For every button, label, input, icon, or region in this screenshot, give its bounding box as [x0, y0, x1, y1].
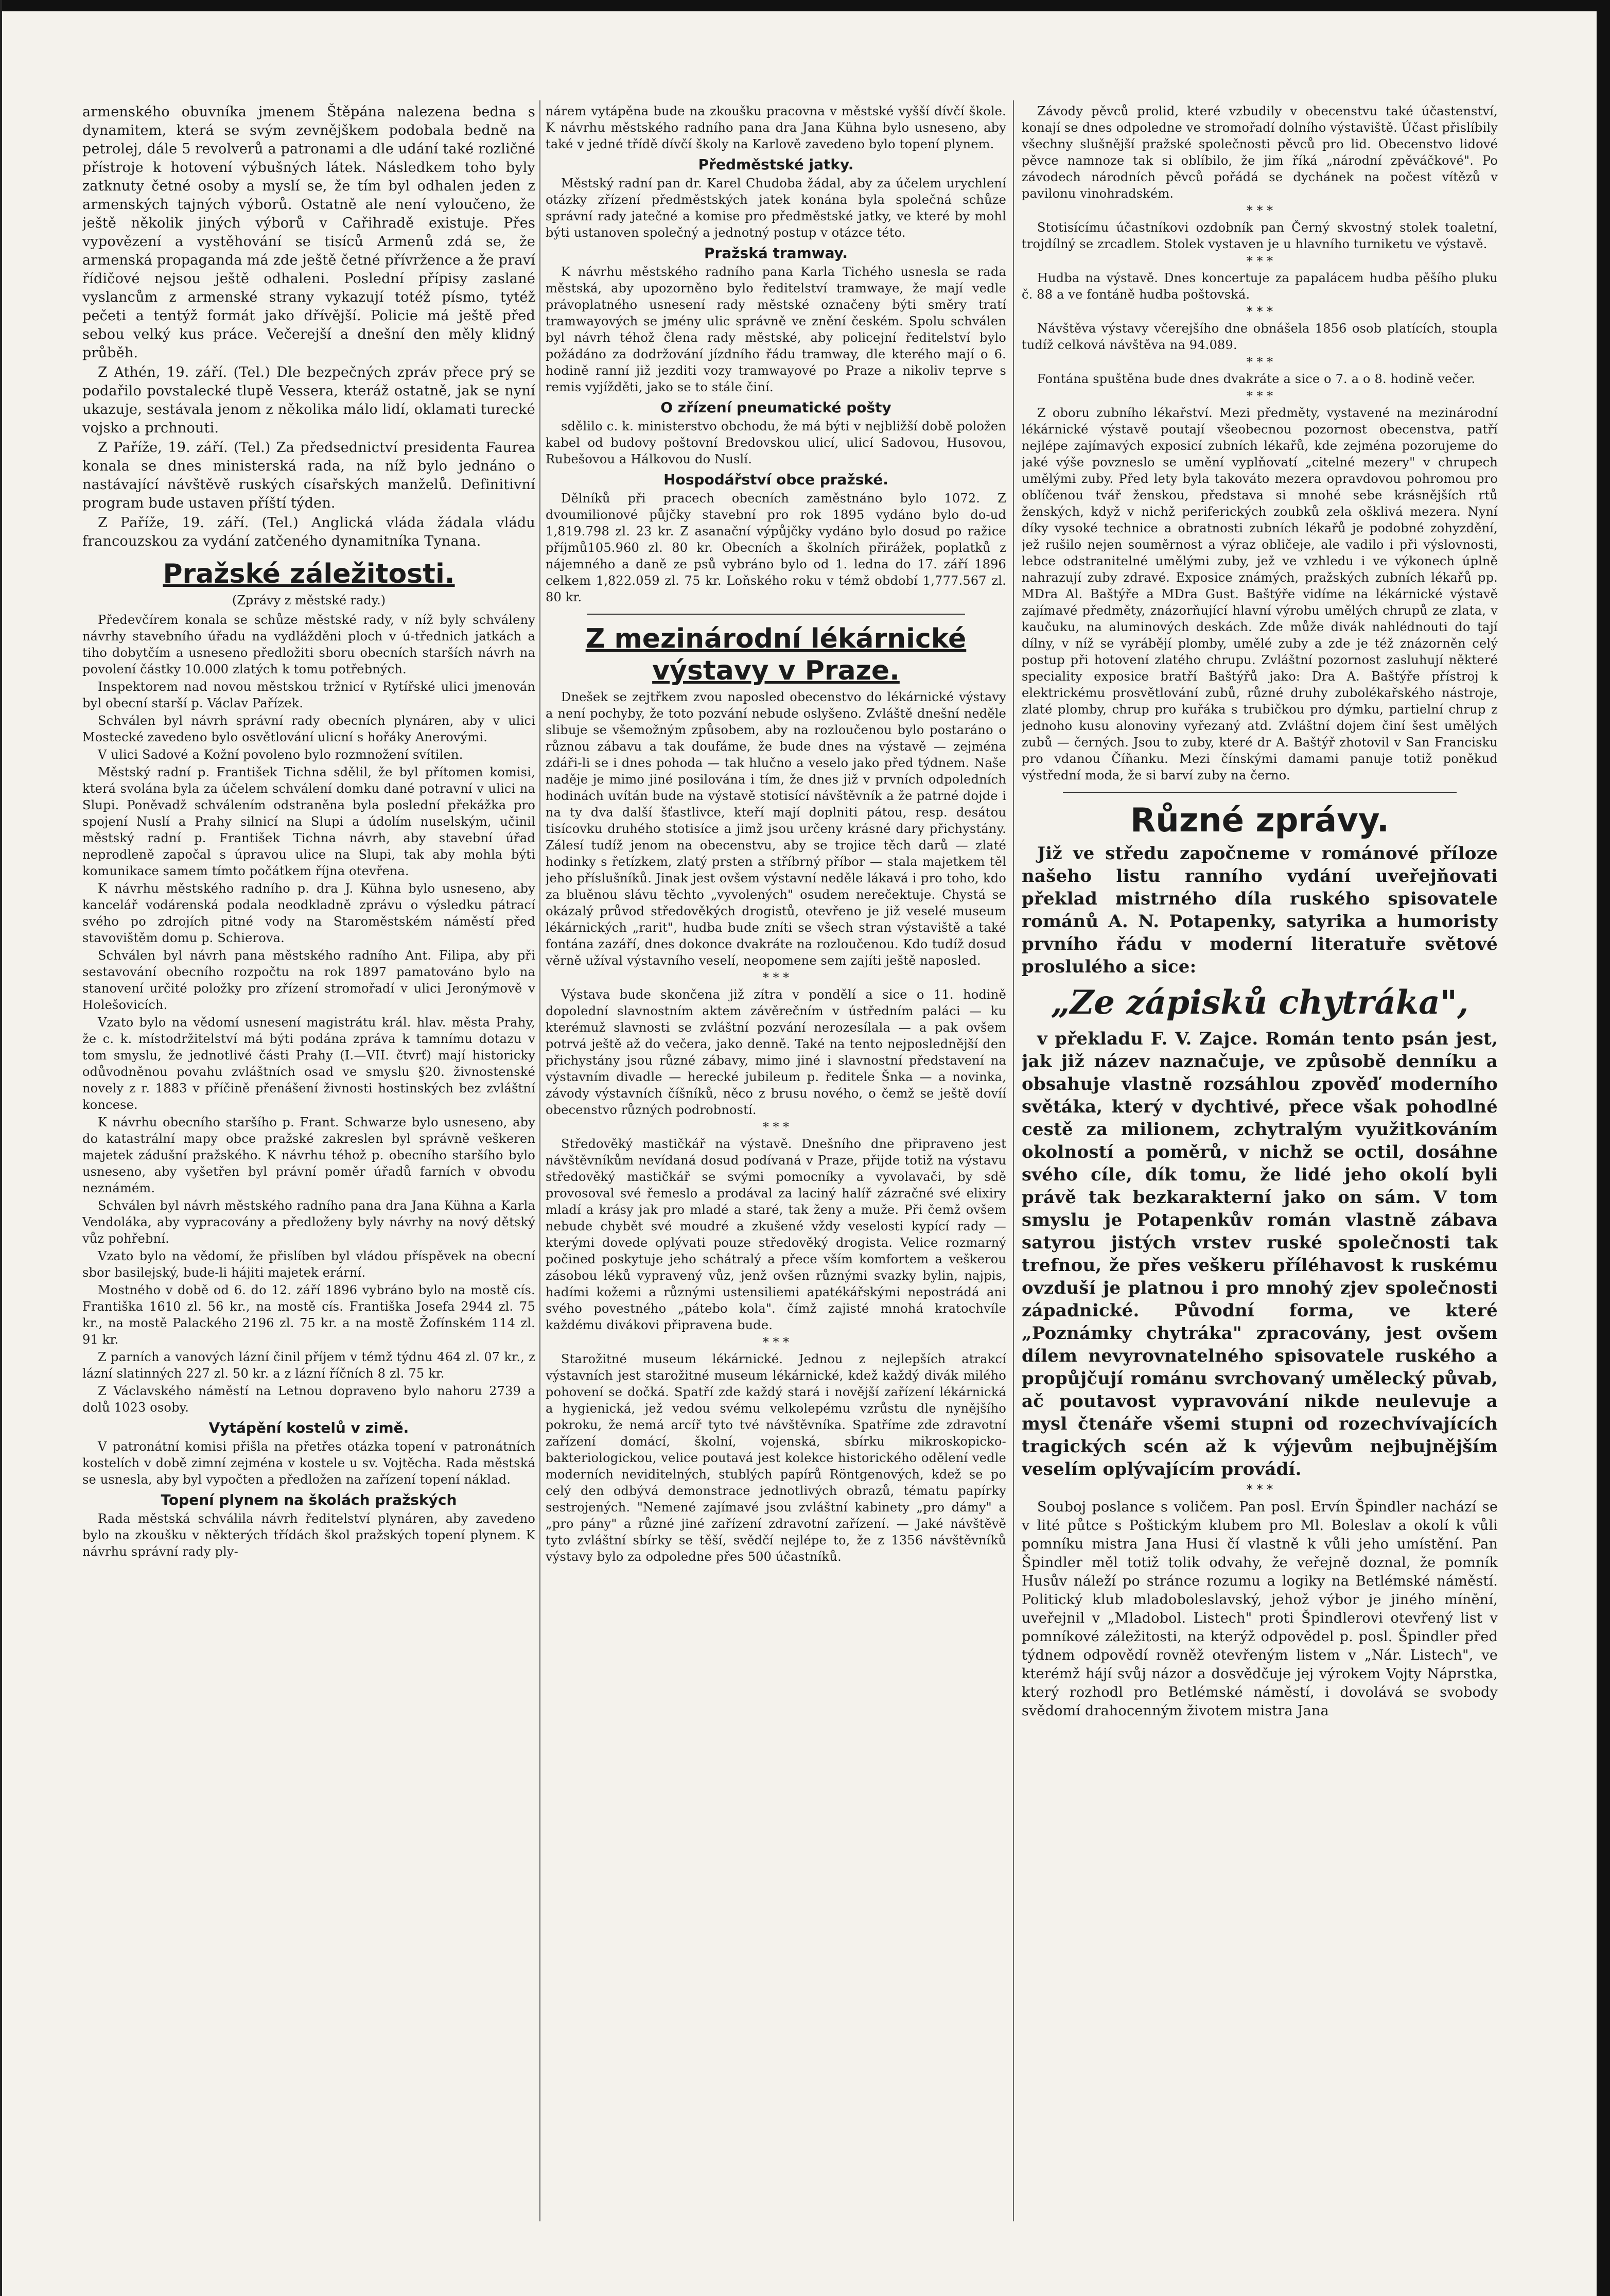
paragraph: armenského obuvníka jmenem Štěpána nalezena bedna s dynamitem, která se svým zevnějškem podobala bedně na petrolej, dále 5 revolverů a patronami a dle udání také rozličné přístroje k hotovení výbušných látek. Následkem toho byly zatknuty četné osoby a myslí se, že tím byl odhalen jeden z armenských tajných výborů. Ostatně ale není vyloučeno, že ještě několik jiných výborů v Cařihradě existuje. Přes vypovězení a vystěhování se tisíců Armenů zdá se, že armenská propaganda má zde ještě četné přívržence a že praví řídičové nejsou ještě odhaleni. Poslední přípisy zaslané vyslancům z armenské strany vykazují totéž písmo, tytéž pečeti a tentýž formát jako dřívější. Policie má ještě před sebou velký kus práce. Večerejší a dnešní den měly klidný průběh.: [82, 104, 535, 361]
column-2: [546, 103, 1006, 2239]
paragraph: K návrhu obecního staršího p. Frant. Schwarze bylo usneseno, aby do katastrální mapy obce pražské zakreslen byl správně veškeren majetek zádušní pražského. K návrhu téhož p. obecního staršího bylo usneseno, aby vyšetřen byl právní poměr úřadů farních v obvodu neznámém.: [82, 1115, 535, 1195]
separator-asterisks: * * *: [762, 1335, 790, 1349]
subsection-heading: Topení plynem na školách pražských: [161, 1491, 457, 1508]
separator-asterisks: * * *: [1246, 254, 1273, 268]
section-heading-prague: Pražské záležitosti.: [163, 559, 455, 589]
paragraph: V patronátní komisi přišla na přetřes otázka topení v patronátních kostelích v době zimní zejména v kostele u sv. Vojtěcha. Rada městská se usnesla, aby byl vypočten a předložen na zařízení topení náklad.: [82, 1439, 535, 1487]
paragraph: Městský radní p. František Tichna sdělil, že byl přítomen komisi, která svolána byla za účelem schválení domku dané potravní v ulici na Slupi. Poněvadž schválením odstraněna byla poslední překážka pro spojení Nuslí a Prahy silnicí na Slupi a údolím nuselským, učinil městský radní p. František Tichna návrh, aby stavební úřad neprodleně započal s úpravou ulice na Slupi, tak aby mohla býti komunikace samem tímto počátkem října otevřena.: [82, 765, 535, 878]
paragraph: nárem vytápěna bude na zkoušku pracovna v městské vyšší dívčí škole. K návrhu městského radního pana dra Jana Kühna bylo usneseno, aby také v jedné třídě dívčí školy na Karlově zavedeno bylo topení plynem.: [546, 104, 1006, 151]
separator-asterisks: * * *: [1246, 304, 1273, 319]
paragraph: Vzato bylo na vědomí, že přislíben byl vládou příspěvek na obecní sbor basilejský, bude-li hájiti majetek erární.: [82, 1249, 535, 1280]
separator-asterisks: * * *: [1246, 203, 1273, 218]
paragraph: Výstava bude skončena již zítra v pondělí a sice o 11. hodině dopolední slavnostním aktem závěrečním v ústředním paláci — ku kterémuž slavnosti se zvláštní pozvání nerozesílala — a pak ovšem potrvá ještě až do večera, jako denně. Také na tento nejposlednější den přichystány jsou různé zábavy, mimo jiné i slavnostní představení na výstavním divadle — herecké jubileum p. ředitele Šnka — a novinka, závody výstavních číšníků, něco z brusu nového, o čemž se ještě dovíí obecenstvo různých podrobností.: [546, 987, 1006, 1117]
separator-asterisks: * * *: [762, 970, 790, 985]
column-rule-2: [1013, 100, 1014, 2221]
novel-title: „Ze zápisků chytráka",: [1051, 983, 1469, 1022]
section-heading-pharmacy-exhibition: Z mezinárodní lékárnické výstavy v Praze.: [585, 623, 967, 686]
column-3: [1022, 103, 1498, 2239]
scan-border-top: [0, 0, 1610, 11]
subsection-heading: Pražská tramway.: [704, 245, 848, 262]
paragraph: Z Paříže, 19. září. (Tel.) Za předsednictví presidenta Faurea konala se dnes ministerská rada, na níž bylo jednáno o nastávající návštěvě ruských císařských manželů. Definitivní program bude ustaven příští týden.: [82, 440, 535, 511]
scan-border-right: [1597, 0, 1610, 2296]
paragraph: Starožitné museum lékárnické. Jednou z nejlepších atrakcí výstavních jest starožitné museum lékárnické, kdež každý divák milého pohovení se dočká. Spatří zde každý stará i novější zařízení lékárnická a hygienická, jež vedou svému velkolepému vzrůstu dle nynějšího pokroku, že nemá arcíř tyto tvé návštěvníka. Spatříme zde zdravotní zařízení domácí, školní, vojenská, sbírku mikroskopicko-bakteriologickou, velice poutavá jest kolekce historického odělení vedle moderních neviditelných, stublých papírů Röntgenových, kdež se po celý den odbývá demonstrace jednotlivých obrazů, tématu papírky sestrojených. "Nemené zajímavé jsou zvláštní kabinety „pro dámy" a „pro pány" a různé jiné zařízení zdravotní zařízení. — Jaké návštěvě tyto zvláštní sbírky se těší, svědčí nejlépe to, že z 1356 návštěvníků výstavy bylo za odpoledne přes 500 účastníků.: [546, 1352, 1006, 1564]
section-subheading: (Zprávy z městské rady.): [232, 593, 386, 607]
paragraph: Z Athén, 19. září. (Tel.) Dle bezpečných zpráv přece prý se podařilo povstalecké tlupě Vessera, kteráž ostatně, jak se nyní ukazuje, sestávala jenom z několika málo lidí, oklamati turecké vojsko a prchnouti.: [82, 364, 535, 436]
paragraph: Hudba na výstavě. Dnes koncertuje za papalácem hudba pěšího pluku č. 88 a ve fontáně hudba poštovská.: [1022, 271, 1498, 302]
paragraph: Souboj poslance s voličem. Pan posl. Ervín Špindler nachází se v lité půtce s Poštickým klubem pro Ml. Boleslav a okolí k vůli pomníku mistra Jana Husi čí vlastně k vůli jeho umístění. Pan Špindler měl totiž tolik odvahy, že veřejně doznal, že pomník Husův náleží po stránce rozumu a logiky na Betlémské náměstí. Politický klub mladoboleslavský, jehož výbor je jiného mínění, uveřejnil v „Mladobol. Listech" proti Špindlerovi otevřený list v pomníkové záležitosti, na kterýž odpovědel p. posl. Špindler před týdnem odpovědí rovněž otevřeným listem v „Nár. Listech", ve kterémž hájí svůj názor a dosvědčuje jej výrokem Vojty Náprstka, který rozhodl pro Betlémské náměstí, i dovolává se svobody svědomí drahocenným životem mistra Jana: [1022, 1499, 1498, 1719]
separator-asterisks: * * *: [1246, 355, 1273, 369]
paragraph: Dělníků při pracech obecních zaměstnáno bylo 1072. Z dvoumilionové půjčky stavební pro rok 1895 vydáno bylo do-ud 1,819.798 zl. 23 kr. Z asanační výpůjčky vydáno bylo dosud po ražice příjmů105.960 zl. 80 kr. Obecních a školních přirážek, poplatků z nájemného a daně ze psů vybráno bylo od 1. ledna do 17. září 1896 celkem 1,822.059 zl. 75 kr. Loňského roku v témž období 1,777.567 zl. 80 kr.: [546, 491, 1006, 604]
paragraph: Schválen byl návrh správní rady obecních plynáren, aby v ulici Mostecké zavedeno bylo osvětlování ulicní s hořáky Anerovými.: [82, 714, 535, 744]
paragraph: Dnešek se zejtřkem zvou naposled obecenstvo do lékárnické výstavy a není pochyby, že toto pozvání nebude oslyšeno. Zvláště dnešní neděle slibuje se všemožným způsobem, aby na rozloučenou bylo postaráno o různou zábavu a tak doufáme, že bude dnes na výstavě — zejména zdáři-li se i dnes pohoda — tak hlučno a veselo jako před týdnem. Naše naděje je mimo jiné posilována i tím, že dnes již v prvních odpoledních hodinách uvítán bude na výstavě stotisící návštěvník a že patrné dojde i na ty dva další šťastlivce, kteří mají doplniti pátou, resp. desátou tisícovku druhého stotisíce a jimž jsou určeny krásné dary přichystány. Zálesí tudíž jenom na obecenstvu, aby se trojice těch darů — zlaté hodinky s řetízkem, zlatý prsten a stříbrný příbor — stala majetkem těl jeho příslušníků. Jinak jest ovšem výstavní neděle lákavá i pro toho, kdo za bluěnou slávu těchto „vyvolených" osudem nerečektuje. Chystá se okázalý průvod středověkých drogistů, otevřeno je již veselé museum lékárnických „rarit", hudba bude zníti se všech stran výstaviště a také fontána zazáří, dnes dokonce dvakráte na rozloučenou. Kdo tudíž dosud věrně užíval výstavního veselí, neopomene sem zajíti ještě naposled.: [546, 690, 1006, 968]
column-1: [82, 103, 535, 2239]
paragraph: Mostného v době od 6. do 12. září 1896 vybráno bylo na mostě cís. Františka 1610 zl. 56 kr., na mostě cís. Františka Josefa 2944 zl. 75 kr., na mostě Palackého 2196 zl. 75 kr. a na mostě Žofínském 114 zl. 91 kr.: [82, 1283, 535, 1347]
divider: [1063, 792, 1457, 793]
paragraph: Vzato bylo na vědomí usnesení magistrátu král. hlav. města Prahy, že c. k. místodržitelství má býti podána zpráva k tamnímu dotazu v tom smyslu, že jednotlivé části Prahy (I.—VII. čtvrť) mají historicky odůvodněnou povahu zvláštních osad ve smyslu §20. živnostenské novely z r. 1883 v příčině přenášení živnosti hostinských bez zvláštní koncese.: [82, 1015, 535, 1112]
paragraph: Z oboru zubního lékařství. Mezi předměty, vystavené na mezinárodní lékárnické výstavě poutají všeobecnou pozornost obecenstva, patří nejlépe zajímavých exposicí zubních lékařů, kde zejména pozorujeme do jaké výše povzneslo se umění vyplňovatí „citelné mezery" v chrupech umělými zuby. Před lety byla takováto mezera opravdovou pohromou pro oblíčenou tvář ženskou, představa si mnohé sebe krásnějších rtů ženských, když v nichž periferických zoubků zela ošklivá mezera. Nyní díky vysoké technice a obratnosti zubních lékařů je podobné zohyzdění, jež rušilo nejen souměrnost a výraz obličeje, ale vadilo i při výslovnosti, lebce odstranitelné umělými zuby, jež ve vzhledu i ve výkonech úplně nahrazují zuby zdravé. Exposice známých, pražských zubních lékařů pp. MDra Al. Baštýře a MDra Gust. Baštýře vidíme na lékárnické výstavě zajímavé předměty, znázorňující hlavní výrobu umělých chrupů ze zlata, v kaučuku, na aluminových deskách. Zde může divák nahlédnouti do tají dílny, v níž se vyrábějí plomby, umělé zuby a zde je též znázorněn celý postup při hotovení zlatého chrupu. Zvláštní pozornost zasluhují některé speciality exposice bratří Baštýřů jako: Dra A. Baštýře přístroj k elektrickému prosvětlování zubů, různé druhy zubolékařského nástroje, zlaté plomby, chrup pro kuřáka s trubičkou pro dýmku, partielní chrup z jednoho kusu alonoviny vyřezaný atd. Zvláštní dojem činí šest umělých zubů — černých. Jsou to zuby, které dr A. Baštýř zhotovil v San Francisku pro vdanou Číňanku. Mezi čínskými damami panuje totiž poněkud výstřední moda, že si barví zuby na černo.: [1022, 406, 1498, 782]
paragraph: Návštěva výstavy včerejšího dne obnášela 1856 osob platících, stoupla tudíž celková návštěva na 94.089.: [1022, 321, 1498, 352]
paragraph: Již ve středu započneme v románové příloze našeho listu ranního vydání uveřejňovati překlad mistrného díla ruského spisovatele románů A. N. Potapenky, satyrika a humoristy prvního řádu v moderní literatuře světové proslulého a sice:: [1022, 843, 1498, 977]
section-heading-various-news: Různé zprávy.: [1130, 802, 1390, 840]
scan-border-left: [0, 0, 2, 2296]
separator-asterisks: * * *: [1246, 389, 1273, 403]
paragraph: Předevčírem konala se schůze městské rady, v níž byly schváleny návrhy stavebního úřadu na vydlážděni ploch v ú-třednich jatkách a tiho dobytčím a usneseno předložiti sboru obecních starších návrh na povolení částky 10.000 zlatých k tomu potřebných.: [82, 613, 535, 676]
subsection-heading: O zřízení pneumatické pošty: [660, 399, 891, 416]
paragraph: Závody pěvců prolid, které vzbudily v obecenstvu také účastenství, konají se dnes odpoledne ve stromořadí dolního výstaviště. Účast přislíbily všechny slušnější pražské společnosti pěvců pro lid. Obecenstvo lidové pěvce namnoze tak si oblíbilo, že jim říká „národní zpěváčkové". Po závodech národních pěvců pořádá se dychánek na počest vítězů v pavilonu vinohradském.: [1022, 104, 1498, 201]
paragraph: K návrhu městského radního p. dra J. Kühna bylo usneseno, aby kancelář vodárenská podala neodkladně zprávu o výsledku pátrací svého po zdrojích pitné vody na Staroměstském náměstí před stavovištěm domu p. Schierova.: [82, 881, 535, 945]
paragraph: Městský radní pan dr. Karel Chudoba žádal, aby za účelem urychlení otázky zřízení předměstských jatek konána byla společná schůze správní rady jatečné a komise pro předměstské jatky, ve které by mohl býti ustanoven společný a jednotný postup v otázce této.: [546, 176, 1006, 240]
paragraph: Středověký mastičkář na výstavě. Dnešního dne připraveno jest návštěvníkům nevídaná dosud podívaná v Praze, přijde totiž na výstavu středověký mastičkář se svými pomocníky a vyvolavači, by sdě provosoval své řemeslo a prodával za laciný halíř zázračné své elixiry mladí a krásy jak pro mladé a staré, tak ženy a muže. Při čemž ovšem nebude chybět své moudré a zkušené vždy veselosti kypící rady — kterými dovede oplývati pouze středověký drogista. Velice rozmarný počined poskytuje jeho schátralý a přece vším komfortem a veškerou zásobou léků vypravený vůz, jenž ovšen různými svazky bylin, najpis, hadími kožemi a různými ustensiliemi apatékářskými nepostrádá ani svého povestného „pátebo kola". čímž zajisté mnohá kratochvíle každému divákovi připravena bude.: [546, 1137, 1006, 1332]
column-rule-1: [539, 100, 540, 2221]
separator-asterisks: * * *: [762, 1120, 790, 1134]
paragraph: V ulici Sadové a Kožní povoleno bylo rozmnožení svítilen.: [98, 747, 463, 762]
paragraph: Inspektorem nad novou městskou tržnicí v Rytířské ulici jmenován byl obecní starší p. Václav Pařízek.: [82, 680, 535, 710]
paragraph: Fontána spuštěna bude dnes dvakráte a sice o 7. a o 8. hodině večer.: [1037, 372, 1476, 386]
paragraph: sdělilo c. k. ministerstvo obchodu, že má býti v nejbližší době položen kabel od budovy poštovní Bredovskou ulicí, ulicí Sadovou, Husovou, Rubešovou a Hálkovou do Nuslí.: [546, 419, 1006, 466]
paragraph: v překladu F. V. Zajce. Román tento psán jest, jak již název naznačuje, ve způsobě denníku a obsahuje vlastně rozsáhlou zpověď moderního světáka, který v dychtivé, přece však pohodlné cestě za milionem, zchytralým využitkováním okolností a poměrů, v nichž se octil, dosáhne svého cíle, dík tomu, že lidé jeho okolí byli právě tak bezkarakterní jako on sám. V tom smyslu je Potapenkův román vlastně zábava satyrou jistých vrstev ruské společnosti tak trefnou, že přes veškeru příléhavost k ruskému ovzduší je platnou i pro mnohý zjev společnosti západnické. Původní forma, ve které „Poznámky chytráka" zpracovány, jest ovšem dílem nevyrovnatelného spisovatele ruského a propůjčují románu svrchovaný umělecký půvab, ač poutavost vypravování nikde neulevuje a mysl čtenáře všemi stupni od rozechvívajících tragických scén až k výjevům nejbujnějším veselím oplývajícím provádí.: [1022, 1029, 1498, 1480]
subsection-heading: Předměstské jatky.: [698, 156, 854, 173]
paragraph: Z Václavského náměstí na Letnou dopraveno bylo nahoru 2739 a dolů 1023 osoby.: [82, 1384, 535, 1415]
subsection-heading: Hospodářství obce pražské.: [663, 471, 888, 488]
subsection-heading: Vytápění kostelů v zimě.: [208, 1419, 409, 1436]
paragraph: Rada městská schválila návrh ředitelství plynáren, aby zavedeno bylo na zkoušku v některých třídách škol pražských topení plynem. K návrhu správní rady ply-: [82, 1511, 535, 1559]
separator-asterisks: * * *: [1246, 1482, 1273, 1497]
paragraph: Schválen byl návrh pana městského radního Ant. Filipa, aby při sestavování obecního rozpočtu na rok 1897 pamatováno bylo na stanovení určité položky pro zřízení stromořadí v ulici Jeronýmově v Holešovicích.: [82, 948, 535, 1012]
paragraph: K návrhu městského radního pana Karla Tichého usnesla se rada městská, aby upozorněno bylo ředitelství tramwaye, že mají vedle právoplatného usnesení rady městské označeny býti směry tratí tramwayových se jmény ulic správně ve znění českém. Spolu schválen byl návrh téhož člena rady městské, aby policejní ředitelství bylo požádáno za dodržování jízdního řádu tramway, dle kterého mají o 6. hodině ranní již jezditi vozy tramwayové po Praze a nikoliv teprve s remis vyjížděti, jako se to stále činí.: [546, 265, 1006, 394]
paragraph: Z Paříže, 19. září. (Tel.) Anglická vláda žádala vládu francouzskou za vydání zatčeného dynamitníka Tynana.: [82, 515, 535, 549]
paragraph: Schválen byl návrh městského radního pana dra Jana Kühna a Karla Vendoláka, aby vypracovány a předloženy byly návrhy na nový dětský vůz pohřební.: [82, 1198, 535, 1246]
paragraph: Stotisícímu účastníkovi ozdobník pan Černý skvostný stolek toaletní, trojdílný se zrcadlem. Stolek vystaven je u hlavního turniketu ve výstavě.: [1022, 220, 1498, 251]
paragraph: Z parních a vanových lázní činil příjem v témž týdnu 464 zl. 07 kr., z lázní slatinných 227 zl. 50 kr. a z lázní říčních 8 zl. 75 kr.: [82, 1350, 535, 1381]
divider: [587, 614, 965, 615]
